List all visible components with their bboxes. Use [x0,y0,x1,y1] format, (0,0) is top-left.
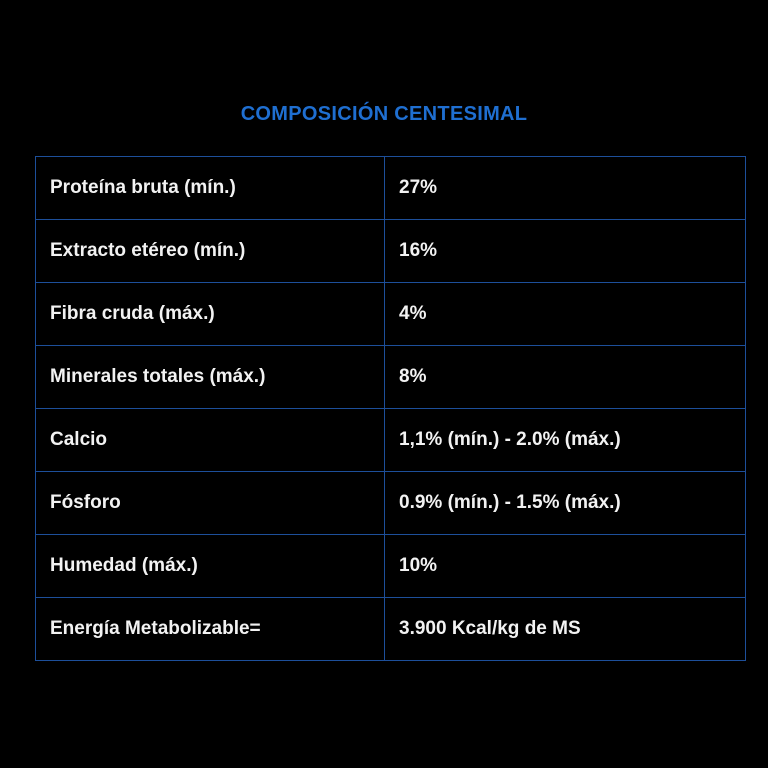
table-row [36,598,746,661]
table-row [36,157,746,220]
row-label: Humedad (máx.) [36,535,385,598]
composition-table [35,156,746,661]
row-label: Fibra cruda (máx.) [36,283,385,346]
row-label: Proteína bruta (mín.) [36,157,385,220]
table-row [36,220,746,283]
row-label: Energía Metabolizable= [36,598,385,661]
row-label: Extracto etéreo (mín.) [36,220,385,283]
row-value: 4% [385,283,746,346]
row-label: Minerales totales (máx.) [36,346,385,409]
row-value: 10% [385,535,746,598]
row-value: 1,1% (mín.) - 2.0% (máx.) [385,409,746,472]
row-value: 27% [385,157,746,220]
row-label: Calcio [36,409,385,472]
table-row [36,409,746,472]
table-row [36,283,746,346]
row-value: 3.900 Kcal/kg de MS [385,598,746,661]
row-value: 8% [385,346,746,409]
table-row [36,346,746,409]
table-row [36,472,746,535]
row-value: 16% [385,220,746,283]
row-value: 0.9% (mín.) - 1.5% (máx.) [385,472,746,535]
table-title: COMPOSICIÓN CENTESIMAL [240,103,528,125]
table-row [36,535,746,598]
row-label: Fósforo [36,472,385,535]
